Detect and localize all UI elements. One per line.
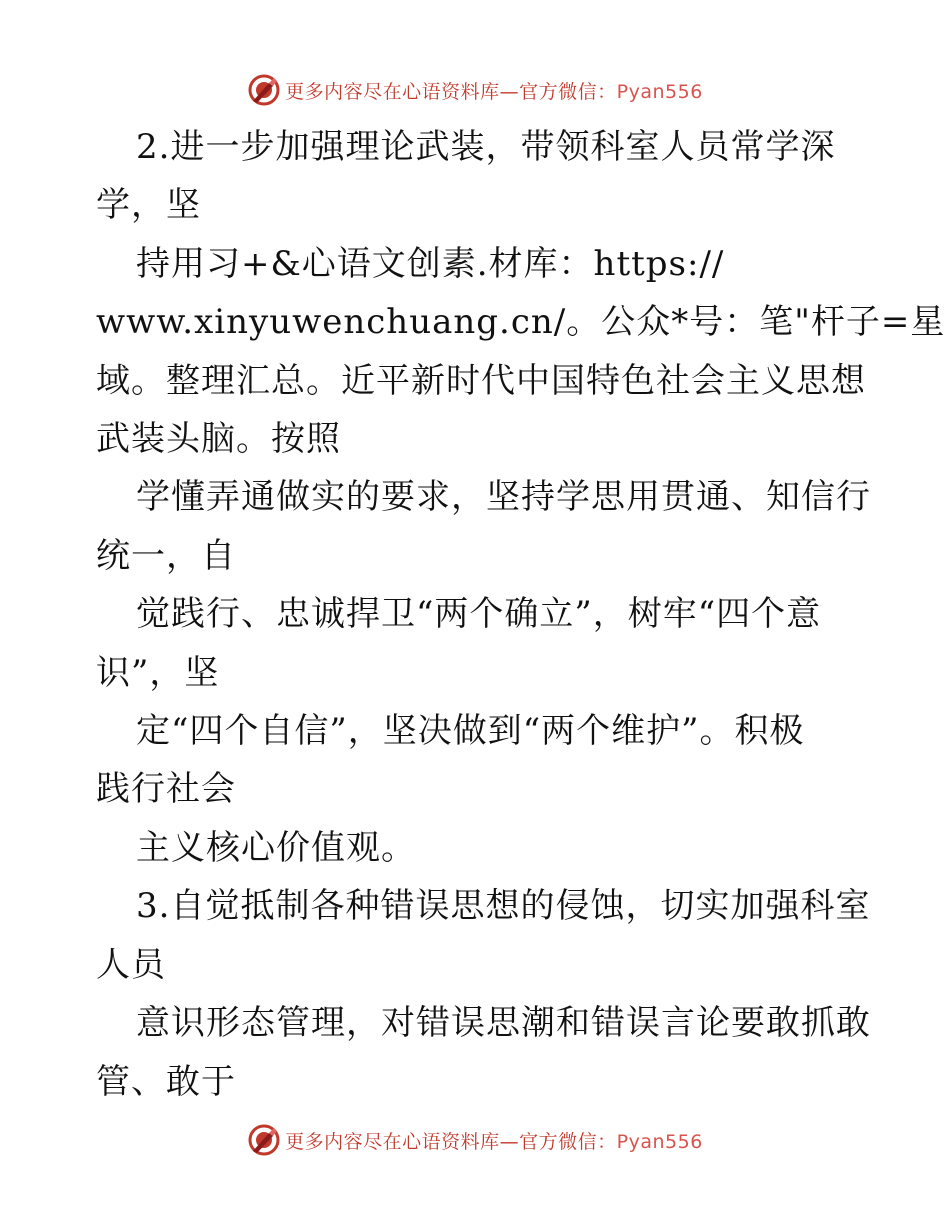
- header-banner: [0, 70, 950, 110]
- text-line: 域。整理汇总。近平新时代中国特色社会主义思想: [96, 360, 866, 401]
- text-line: 学懂弄通做实的要求，坚持学思用贯通、知信行: [136, 477, 871, 518]
- text-line: 3.自觉抵制各种错误思想的侵蚀，切实加强科室: [136, 886, 871, 927]
- text-line: 人员: [96, 944, 166, 985]
- wechat-id: Pyan556: [616, 1130, 703, 1153]
- text-line: 识”，坚: [96, 652, 220, 693]
- text-line: 定“四个自信”，坚决做到“两个维护”。积极: [136, 711, 805, 752]
- banner-text: 更多内容尽在心语资料库—官方微信：Pyan556: [285, 80, 703, 103]
- wechat-id: Pyan556: [616, 80, 703, 103]
- text-line: 统一，自: [96, 535, 236, 576]
- pen-circle-icon: [247, 73, 281, 107]
- document-body: [96, 118, 946, 1111]
- text-line: 觉践行、忠诚捍卫“两个确立”，树牢“四个意: [136, 594, 822, 635]
- text-line: 意识形态管理，对错误思潮和错误言论要敢抓敢: [136, 1003, 871, 1044]
- pen-circle-icon: [247, 1123, 281, 1157]
- text-line: 管、敢于: [96, 1061, 236, 1102]
- text-line: 践行社会: [96, 769, 236, 810]
- footer-banner: [0, 1120, 950, 1160]
- text-line: 2.进一步加强理论武装，带领科室人员常学深: [136, 127, 836, 167]
- text-line: 武装头脑。按照: [96, 419, 341, 460]
- text-line: 主义核心价值观。: [136, 827, 416, 868]
- text-line: 学，坚: [96, 185, 201, 226]
- text-line: 持用习+&心语文创素.材库：https://: [136, 243, 725, 284]
- text-line: www.xinyuwenchuang.cn/。公众*号：笔"杆子=星: [96, 302, 946, 343]
- banner-text: 更多内容尽在心语资料库—官方微信：Pyan556: [285, 1130, 703, 1153]
